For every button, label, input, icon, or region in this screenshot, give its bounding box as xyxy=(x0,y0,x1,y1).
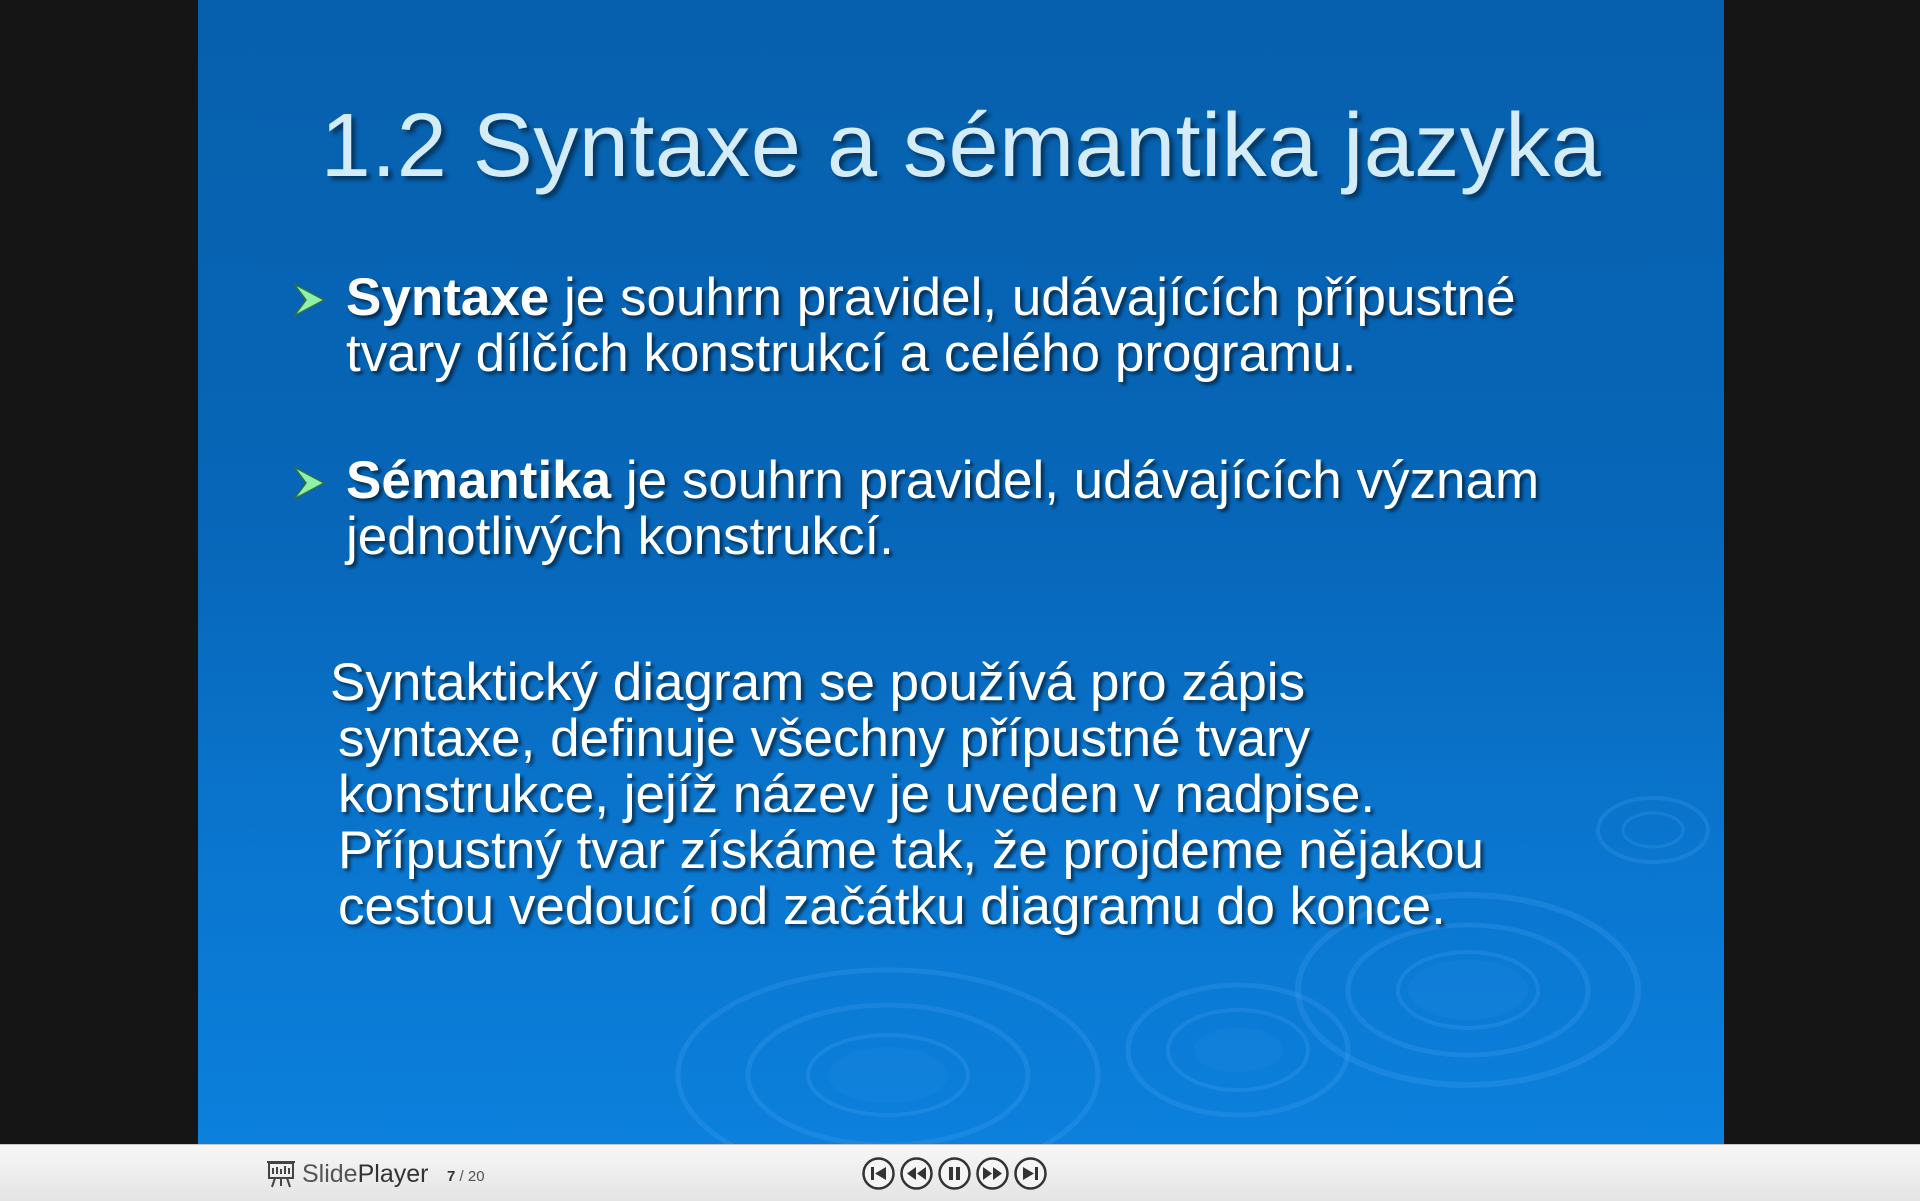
total-slides: / 20 xyxy=(455,1168,485,1185)
previous-slide-icon[interactable] xyxy=(900,1157,933,1190)
slide xyxy=(198,0,1724,1144)
bullet-definition: je souhrn pravidel, udávajících význam jednotlivých konstrukcí. xyxy=(346,451,1540,566)
arrow-bullet-icon xyxy=(292,463,326,503)
first-slide-icon[interactable] xyxy=(862,1157,895,1190)
current-slide-number: 7 xyxy=(447,1168,456,1185)
arrow-bullet-icon xyxy=(292,280,326,320)
paragraph-line: Přípustný tvar získáme tak, že projdeme nějakou xyxy=(338,821,1484,880)
playback-controls xyxy=(862,1157,1047,1190)
pause-icon[interactable] xyxy=(938,1157,971,1190)
paragraph-line: konstrukce, jejíž název je uveden v nadpise. xyxy=(338,765,1376,824)
slide-counter xyxy=(447,1168,485,1185)
syntax-diagram-paragraph xyxy=(330,653,1638,936)
next-slide-icon[interactable] xyxy=(976,1157,1009,1190)
bullet-term: Syntaxe xyxy=(346,268,550,327)
paragraph-line: Syntaktický diagram se používá pro zápis xyxy=(330,653,1306,712)
slideplayer-logo[interactable] xyxy=(266,1159,428,1189)
paragraph-line: cestou vedoucí od začátku diagramu do konce. xyxy=(338,877,1446,936)
bullet-term: Sémantika xyxy=(346,451,612,510)
player-control-bar xyxy=(0,1144,1920,1201)
bullet-text xyxy=(346,453,1546,565)
projector-screen-icon xyxy=(266,1159,296,1189)
bullet-definition: je souhrn pravidel, udávajících přípustné tvary dílčích konstrukcí a celého programu. xyxy=(346,268,1516,383)
bullet-text xyxy=(346,270,1546,382)
brand-name xyxy=(302,1160,428,1189)
brand-prefix: Slide xyxy=(302,1159,358,1188)
last-slide-icon[interactable] xyxy=(1014,1157,1047,1190)
slide-title: 1.2 Syntaxe a sémantika jazyka xyxy=(320,96,1602,196)
brand-suffix: Player xyxy=(357,1159,429,1188)
paragraph-line: syntaxe, definuje všechny přípustné tvary xyxy=(338,709,1311,768)
